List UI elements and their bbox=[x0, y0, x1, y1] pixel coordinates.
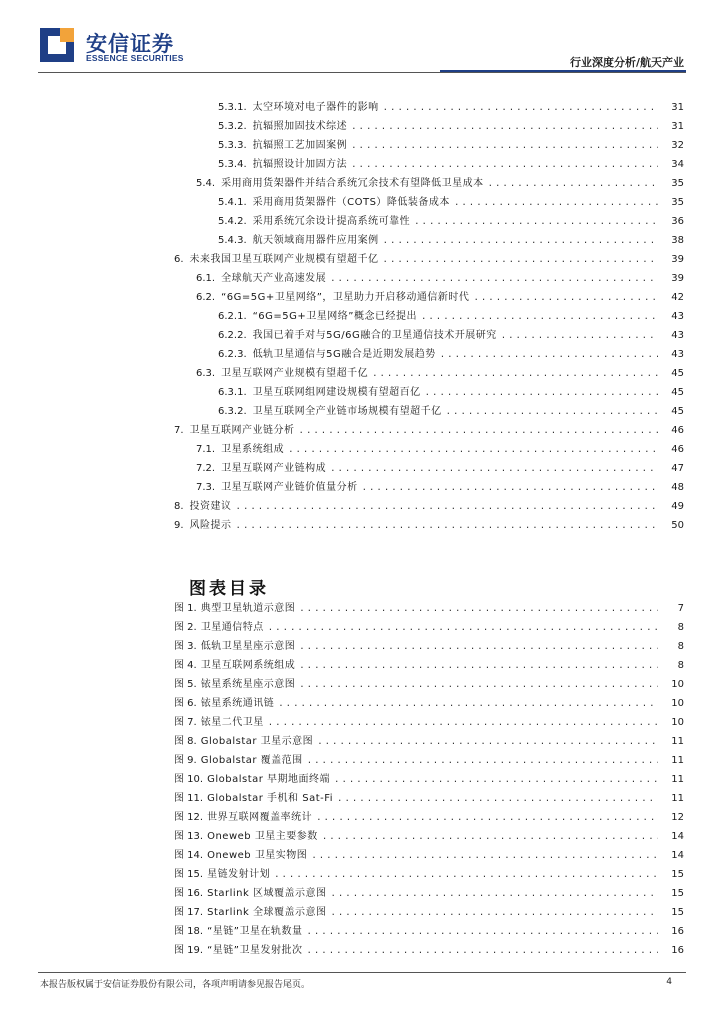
dot-leader bbox=[306, 944, 658, 958]
figure-entry-page: 15 bbox=[671, 869, 684, 880]
figure-entry-label: 图 17. bbox=[174, 907, 204, 918]
toc-entry[interactable] bbox=[174, 420, 684, 438]
figure-entry[interactable] bbox=[174, 940, 684, 958]
toc-entry[interactable] bbox=[174, 496, 684, 514]
toc-entry[interactable] bbox=[218, 135, 684, 153]
dot-leader bbox=[299, 659, 658, 673]
dot-leader bbox=[317, 735, 658, 749]
figure-entry-label: 图 5. bbox=[174, 679, 197, 690]
figure-entry[interactable] bbox=[174, 674, 684, 692]
report-type: 行业深度分析/航天产业 bbox=[569, 56, 684, 69]
footer-disclaimer: 本报告版权属于安信证券股份有限公司，各项声明请参见报告尾页。 bbox=[40, 980, 311, 990]
figure-entry-page: 10 bbox=[671, 717, 684, 728]
dot-leader bbox=[383, 101, 658, 115]
toc-entry-number: 5.4.1. bbox=[218, 197, 247, 208]
toc-entry[interactable] bbox=[218, 97, 684, 115]
figure-entry-page: 10 bbox=[671, 679, 684, 690]
figure-entry-label: 图 11. bbox=[174, 793, 204, 804]
figure-entry-page: 16 bbox=[671, 945, 684, 956]
figure-entry-title: Globalstar 覆盖范围 bbox=[200, 755, 303, 766]
dot-leader bbox=[278, 697, 658, 711]
dot-leader bbox=[306, 925, 658, 939]
toc-entry-title: 卫星互联网组网建设规模有望超百亿 bbox=[252, 387, 421, 398]
figure-entry-title: 铱星系统星座示意图 bbox=[200, 679, 296, 690]
figure-entry-title: 铱星系统通讯链 bbox=[200, 698, 275, 709]
brand-english-name: ESSENCE SECURITIES bbox=[86, 53, 184, 63]
figure-entry-label: 图 1. bbox=[174, 603, 197, 614]
toc-entry-title: 投资建议 bbox=[189, 501, 232, 512]
figure-entry[interactable] bbox=[174, 921, 684, 939]
header-accent-bar bbox=[440, 70, 686, 72]
toc-entry[interactable] bbox=[196, 439, 684, 457]
figure-entry-title: Globalstar 卫星示意图 bbox=[200, 736, 314, 747]
brand-name: 安信证券 bbox=[86, 32, 174, 56]
figure-entry-label: 图 2. bbox=[174, 622, 197, 633]
toc-entry-title: 卫星互联网产业链构成 bbox=[221, 463, 327, 474]
toc-entry-page: 31 bbox=[671, 102, 684, 113]
dot-leader bbox=[351, 158, 658, 172]
dot-leader bbox=[316, 811, 658, 825]
figure-entry-page: 11 bbox=[671, 736, 684, 747]
toc-entry-number: 7. bbox=[174, 425, 184, 436]
figure-entry-title: Starlink 全球覆盖示意图 bbox=[207, 907, 327, 918]
toc-entry-number: 5.4.2. bbox=[218, 216, 247, 227]
figure-entry-title: “星链”卫星在轨数量 bbox=[207, 926, 303, 937]
toc-entry-title: 风险提示 bbox=[189, 520, 232, 531]
figure-entry[interactable] bbox=[174, 788, 684, 806]
toc-entry-page: 49 bbox=[671, 501, 684, 512]
toc-entry-page: 45 bbox=[671, 368, 684, 379]
dot-leader bbox=[288, 443, 658, 457]
toc-entry-page: 42 bbox=[671, 292, 684, 303]
dot-leader bbox=[372, 367, 658, 381]
dot-leader bbox=[334, 773, 658, 787]
figure-entry-page: 7 bbox=[677, 603, 684, 614]
figure-entry-title: “星链”卫星发射批次 bbox=[207, 945, 303, 956]
figure-entry[interactable] bbox=[174, 655, 684, 673]
figure-entry-title: 低轨卫星星座示意图 bbox=[200, 641, 296, 652]
figure-entry[interactable] bbox=[174, 845, 684, 863]
dot-leader bbox=[330, 906, 658, 920]
toc-entry[interactable] bbox=[218, 116, 684, 134]
toc-entry-number: 5.3.2. bbox=[218, 121, 247, 132]
dot-leader bbox=[383, 253, 658, 267]
toc-entry-title: 太空环境对电子器件的影响 bbox=[252, 102, 379, 113]
figure-entry-page: 8 bbox=[677, 622, 684, 633]
figure-entry[interactable] bbox=[174, 617, 684, 635]
figure-entry-label: 图 7. bbox=[174, 717, 197, 728]
toc-entry-title: 卫星互联网产业规模有望超千亿 bbox=[221, 368, 369, 379]
figure-entry-label: 图 3. bbox=[174, 641, 197, 652]
figure-entry-label: 图 10. bbox=[174, 774, 204, 785]
toc-entry-number: 6.1. bbox=[196, 273, 216, 284]
toc-entry[interactable] bbox=[218, 211, 684, 229]
figure-entry-page: 15 bbox=[671, 888, 684, 899]
toc-entry-number: 5.3.1. bbox=[218, 102, 247, 113]
dot-leader bbox=[330, 887, 658, 901]
toc-entry-number: 8. bbox=[174, 501, 184, 512]
dot-leader bbox=[236, 500, 658, 514]
figure-entry[interactable] bbox=[174, 807, 684, 825]
toc-entry-page: 43 bbox=[671, 349, 684, 360]
dot-leader bbox=[274, 868, 658, 882]
figure-entry-page: 14 bbox=[671, 831, 684, 842]
toc-entry-page: 43 bbox=[671, 311, 684, 322]
dot-leader bbox=[268, 621, 658, 635]
toc-entry-title: 采用商用货架器件并结合系统冗余技术有望降低卫星成本 bbox=[221, 178, 484, 189]
toc-entry-title: 抗辐照设计加固方法 bbox=[252, 159, 348, 170]
figure-entry-page: 11 bbox=[671, 793, 684, 804]
toc-entry[interactable] bbox=[218, 154, 684, 172]
toc-entry-number: 6. bbox=[174, 254, 184, 265]
figure-entry-label: 图 14. bbox=[174, 850, 204, 861]
figure-entry-page: 11 bbox=[671, 755, 684, 766]
footer-divider bbox=[38, 972, 686, 973]
figure-entry-label: 图 8. bbox=[174, 736, 197, 747]
figure-entry[interactable] bbox=[174, 826, 684, 844]
toc-entry-number: 6.3.2. bbox=[218, 406, 247, 417]
dot-leader bbox=[311, 849, 658, 863]
figure-entry-page: 12 bbox=[671, 812, 684, 823]
dot-leader bbox=[330, 272, 658, 286]
figure-entry-title: Globalstar 早期地面终端 bbox=[207, 774, 331, 785]
dot-leader bbox=[383, 234, 658, 248]
figure-entry[interactable] bbox=[174, 902, 684, 920]
dot-leader bbox=[299, 424, 658, 438]
toc-entry[interactable] bbox=[218, 306, 684, 324]
toc-entry[interactable] bbox=[218, 401, 684, 419]
figures-heading: 图表目录 bbox=[189, 579, 269, 599]
toc-entry-number: 6.2.3. bbox=[218, 349, 247, 360]
toc-entry-title: “6G=5G+卫星网络”概念已经提出 bbox=[252, 311, 417, 322]
figure-entry-title: Oneweb 卫星主要参数 bbox=[207, 831, 318, 842]
dot-leader bbox=[307, 754, 658, 768]
figure-entry-page: 8 bbox=[677, 641, 684, 652]
figure-entry-page: 14 bbox=[671, 850, 684, 861]
figure-entry-label: 图 15. bbox=[174, 869, 204, 880]
figure-entry-label: 图 4. bbox=[174, 660, 197, 671]
toc-entry[interactable] bbox=[196, 458, 684, 476]
toc-entry-title: 全球航天产业高速发展 bbox=[221, 273, 327, 284]
toc-entry-number: 5.4.3. bbox=[218, 235, 247, 246]
toc-entry-number: 6.2. bbox=[196, 292, 216, 303]
dot-leader bbox=[425, 386, 658, 400]
toc-entry-page: 31 bbox=[671, 121, 684, 132]
dot-leader bbox=[421, 310, 658, 324]
brand-logo bbox=[38, 26, 238, 70]
toc-entry[interactable] bbox=[196, 287, 684, 305]
figure-entry-label: 图 6. bbox=[174, 698, 197, 709]
page-number: 4 bbox=[666, 977, 672, 987]
dot-leader bbox=[299, 678, 658, 692]
toc-entry-page: 36 bbox=[671, 216, 684, 227]
figure-entry[interactable] bbox=[174, 750, 684, 768]
toc-entry-page: 48 bbox=[671, 482, 684, 493]
figure-entry-label: 图 19. bbox=[174, 945, 204, 956]
header-divider bbox=[38, 72, 686, 73]
toc-entry-page: 50 bbox=[671, 520, 684, 531]
figure-entry-title: 铱星二代卫星 bbox=[200, 717, 264, 728]
dot-leader bbox=[473, 291, 658, 305]
toc-entry-page: 39 bbox=[671, 254, 684, 265]
toc-entry-number: 6.2.2. bbox=[218, 330, 247, 341]
toc-entry[interactable] bbox=[218, 325, 684, 343]
toc-entry[interactable] bbox=[196, 477, 684, 495]
dot-leader bbox=[362, 481, 658, 495]
toc-entry-title: 低轨卫星通信与5G融合是近期发展趋势 bbox=[252, 349, 436, 360]
toc-entry-page: 39 bbox=[671, 273, 684, 284]
toc-entry-title: “6G=5G+卫星网络”，卫星助力开启移动通信新时代 bbox=[221, 292, 470, 303]
dot-leader bbox=[351, 139, 658, 153]
toc-entry-page: 38 bbox=[671, 235, 684, 246]
toc-entry-title: 卫星互联网产业链分析 bbox=[189, 425, 295, 436]
toc-entry[interactable] bbox=[196, 363, 684, 381]
figure-entry-page: 8 bbox=[677, 660, 684, 671]
figure-entry-page: 10 bbox=[671, 698, 684, 709]
dot-leader bbox=[236, 519, 658, 533]
toc-entry-number: 7.3. bbox=[196, 482, 216, 493]
dot-leader bbox=[337, 792, 658, 806]
toc-entry-page: 46 bbox=[671, 444, 684, 455]
dot-leader bbox=[446, 405, 658, 419]
toc-entry[interactable] bbox=[196, 173, 684, 191]
dot-leader bbox=[268, 716, 658, 730]
toc-entry[interactable] bbox=[218, 344, 684, 362]
figure-entry-label: 图 9. bbox=[174, 755, 197, 766]
toc-entry-page: 35 bbox=[671, 178, 684, 189]
figure-entry-label: 图 13. bbox=[174, 831, 204, 842]
toc-entry-page: 32 bbox=[671, 140, 684, 151]
toc-entry-page: 45 bbox=[671, 387, 684, 398]
toc-entry-number: 6.3. bbox=[196, 368, 216, 379]
toc-entry-title: 卫星互联网全产业链市场规模有望超千亿 bbox=[252, 406, 442, 417]
toc-entry-number: 7.2. bbox=[196, 463, 216, 474]
toc-entry[interactable] bbox=[218, 230, 684, 248]
dot-leader bbox=[501, 329, 658, 343]
toc-entry-title: 卫星系统组成 bbox=[221, 444, 285, 455]
toc-entry-number: 9. bbox=[174, 520, 184, 531]
toc-entry-title: 抗辐照加固技术综述 bbox=[252, 121, 348, 132]
essence-logo-icon bbox=[40, 28, 74, 62]
figure-entry-title: 卫星互联网系统组成 bbox=[200, 660, 296, 671]
toc-entry-title: 抗辐照工艺加固案例 bbox=[252, 140, 348, 151]
dot-leader bbox=[414, 215, 658, 229]
dot-leader bbox=[454, 196, 658, 210]
figure-entry-label: 图 16. bbox=[174, 888, 204, 899]
figure-entry-title: 典型卫星轨道示意图 bbox=[200, 603, 296, 614]
figure-entry-page: 11 bbox=[671, 774, 684, 785]
toc-entry-page: 34 bbox=[671, 159, 684, 170]
toc-entry[interactable] bbox=[174, 515, 684, 533]
toc-entry-title: 采用商用货架器件（COTS）降低装备成本 bbox=[252, 197, 450, 208]
dot-leader bbox=[330, 462, 658, 476]
toc-entry[interactable] bbox=[218, 382, 684, 400]
figure-entry[interactable] bbox=[174, 769, 684, 787]
figure-entry-title: 星链发射计划 bbox=[207, 869, 271, 880]
dot-leader bbox=[299, 640, 658, 654]
toc-entry-page: 45 bbox=[671, 406, 684, 417]
dot-leader bbox=[351, 120, 658, 134]
figure-entry-title: Globalstar 手机和 Sat-Fi bbox=[207, 793, 334, 804]
figure-entry-label: 图 18. bbox=[174, 926, 204, 937]
toc-entry-title: 我国已着手对与5G/6G融合的卫星通信技术开展研究 bbox=[252, 330, 497, 341]
figure-entry-title: 卫星通信特点 bbox=[200, 622, 264, 633]
figure-entry[interactable] bbox=[174, 883, 684, 901]
figure-entry-title: Oneweb 卫星实物图 bbox=[207, 850, 308, 861]
toc-entry-number: 6.3.1. bbox=[218, 387, 247, 398]
toc-entry-number: 5.3.3. bbox=[218, 140, 247, 151]
toc-entry-title: 航天领域商用器件应用案例 bbox=[252, 235, 379, 246]
toc-entry[interactable] bbox=[196, 268, 684, 286]
toc-entry-page: 47 bbox=[671, 463, 684, 474]
figure-entry-page: 16 bbox=[671, 926, 684, 937]
dot-leader bbox=[322, 830, 658, 844]
toc-entry-page: 46 bbox=[671, 425, 684, 436]
figure-entry[interactable] bbox=[174, 712, 684, 730]
toc-entry-page: 43 bbox=[671, 330, 684, 341]
figure-entry[interactable] bbox=[174, 636, 684, 654]
figure-entry[interactable] bbox=[174, 864, 684, 882]
toc-entry[interactable] bbox=[174, 249, 684, 267]
figure-entry[interactable] bbox=[174, 693, 684, 711]
figure-entry-page: 15 bbox=[671, 907, 684, 918]
toc-entry[interactable] bbox=[218, 192, 684, 210]
figure-entry[interactable] bbox=[174, 731, 684, 749]
toc-entry-title: 卫星互联网产业链价值量分析 bbox=[221, 482, 358, 493]
figure-entry-label: 图 12. bbox=[174, 812, 204, 823]
toc-entry-number: 6.2.1. bbox=[218, 311, 247, 322]
dot-leader bbox=[488, 177, 658, 191]
toc-entry-page: 35 bbox=[671, 197, 684, 208]
figure-entry-title: Starlink 区域覆盖示意图 bbox=[207, 888, 327, 899]
figure-entry[interactable] bbox=[174, 598, 684, 616]
toc-entry-number: 5.4. bbox=[196, 178, 216, 189]
dot-leader bbox=[440, 348, 658, 362]
toc-entry-number: 7.1. bbox=[196, 444, 216, 455]
toc-entry-title: 未来我国卫星互联网产业规模有望超千亿 bbox=[189, 254, 379, 265]
dot-leader bbox=[299, 602, 658, 616]
toc-entry-title: 采用系统冗余设计提高系统可靠性 bbox=[252, 216, 411, 227]
figure-entry-title: 世界互联网覆盖率统计 bbox=[207, 812, 313, 823]
toc-entry-number: 5.3.4. bbox=[218, 159, 247, 170]
